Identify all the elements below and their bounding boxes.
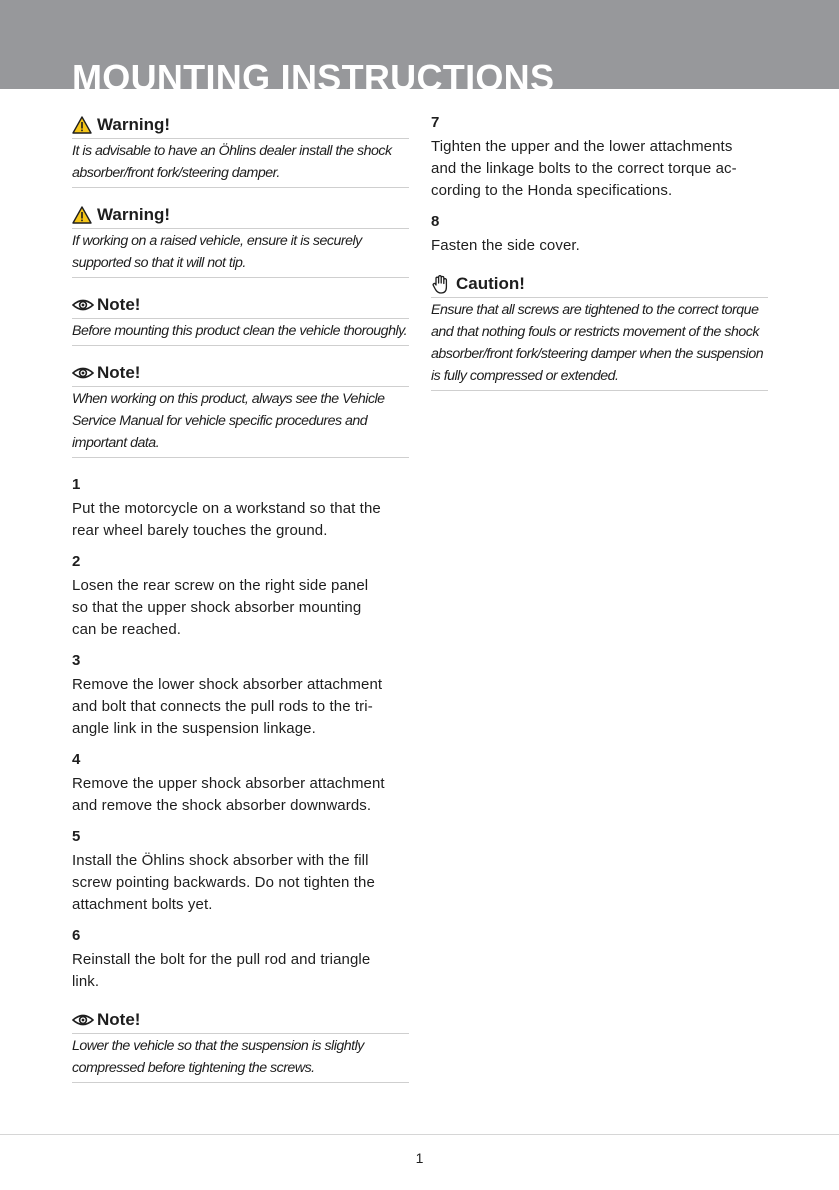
step-number: 1: [72, 476, 81, 493]
step-text: [72, 674, 409, 740]
callout-line: is fully compressed or extended.: [431, 368, 619, 384]
right-column: [431, 112, 768, 405]
callout-title: Warning!: [97, 205, 171, 224]
eye-icon: [72, 296, 94, 314]
note-callout: [72, 1007, 409, 1083]
step-1: [72, 474, 409, 542]
warning-callout: [72, 202, 409, 278]
callout-line: absorber/front fork/steering damper.: [72, 165, 280, 181]
step-5: [72, 826, 409, 916]
callout-line: Lower the vehicle so that the suspension is slightly: [72, 1038, 364, 1054]
callout-line: Ensure that all screws are tightened to the correct torque: [431, 302, 759, 318]
callout-line: Service Manual for vehicle specific procedures and: [72, 413, 368, 429]
step-text: [431, 235, 768, 257]
step-line: link.: [72, 973, 100, 990]
callout-body: [72, 139, 409, 188]
step-text: [431, 136, 768, 202]
step-4: [72, 749, 409, 817]
callout-line: If working on a raised vehicle, ensure it is securely: [72, 233, 362, 249]
step-7: [431, 112, 768, 202]
step-number: 7: [431, 114, 440, 131]
callout-line: compressed before tightening the screws.: [72, 1060, 315, 1076]
step-number: 5: [72, 828, 81, 845]
page-number: 1: [415, 1150, 424, 1166]
note-callout: [72, 292, 409, 346]
callout-line: absorber/front fork/steering damper when the suspension: [431, 346, 764, 362]
step-line: Install the Öhlins shock absorber with the fill: [72, 852, 369, 869]
callout-line: It is advisable to have an Öhlins dealer install the shock: [72, 143, 392, 159]
callout-title: Warning!: [97, 115, 171, 134]
step-line: angle link in the suspension linkage.: [72, 720, 316, 737]
hand-icon: [431, 275, 453, 293]
step-number: 4: [72, 751, 81, 768]
step-line: can be reached.: [72, 621, 182, 638]
eye-icon: [72, 1011, 94, 1029]
footer-divider: [0, 1134, 839, 1135]
step-text: [72, 575, 409, 641]
warning-triangle-icon: [72, 116, 94, 134]
step-text: [72, 773, 409, 817]
step-text: [72, 949, 409, 993]
step-line: Tighten the upper and the lower attachments: [431, 138, 733, 155]
step-number: 6: [72, 927, 81, 944]
callout-title: Note!: [97, 295, 141, 314]
header-band: [0, 0, 839, 89]
callout-line: and that nothing fouls or restricts movement of the shock: [431, 324, 759, 340]
step-line: and remove the shock absorber downwards.: [72, 797, 372, 814]
page-title: MOUNTING INSTRUCTIONS: [72, 57, 555, 89]
callout-line: When working on this product, always see the Vehicle: [72, 391, 385, 407]
callout-line: important data.: [72, 435, 160, 451]
callout-body: [72, 1034, 409, 1083]
step-line: and bolt that connects the pull rods to the tri-: [72, 698, 373, 715]
callout-body: [72, 229, 409, 278]
step-number: 2: [72, 553, 81, 570]
step-line: Remove the upper shock absorber attachment: [72, 775, 385, 792]
step-number: 3: [72, 652, 81, 669]
callout-title: Caution!: [456, 274, 525, 293]
step-text: [72, 850, 409, 916]
step-line: attachment bolts yet.: [72, 896, 213, 913]
step-line: screw pointing backwards. Do not tighten the: [72, 874, 375, 891]
step-line: Fasten the side cover.: [431, 237, 580, 254]
step-6: [72, 925, 409, 993]
callout-body: [431, 298, 768, 391]
callout-line: supported so that it will not tip.: [72, 255, 246, 271]
step-2: [72, 551, 409, 641]
callout-body: [72, 387, 409, 458]
step-3: [72, 650, 409, 740]
caution-callout: [431, 271, 768, 391]
step-number: 8: [431, 213, 440, 230]
step-line: Remove the lower shock absorber attachment: [72, 676, 383, 693]
step-text: [72, 498, 409, 542]
step-line: rear wheel barely touches the ground.: [72, 522, 328, 539]
step-line: Put the motorcycle on a workstand so that the: [72, 500, 381, 517]
step-line: so that the upper shock absorber mounting: [72, 599, 362, 616]
callout-title: Note!: [97, 363, 141, 382]
step-line: cording to the Honda specifications.: [431, 182, 673, 199]
eye-icon: [72, 364, 94, 382]
note-callout: [72, 360, 409, 458]
callout-body: [72, 319, 409, 346]
warning-callout: [72, 112, 409, 188]
warning-triangle-icon: [72, 206, 94, 224]
callout-line: Before mounting this product clean the vehicle thoroughly.: [72, 323, 408, 339]
step-8: [431, 211, 768, 257]
callout-title: Note!: [97, 1010, 141, 1029]
step-line: Losen the rear screw on the right side panel: [72, 577, 369, 594]
step-line: Reinstall the bolt for the pull rod and triangle: [72, 951, 371, 968]
left-column: [72, 112, 409, 1097]
step-line: and the linkage bolts to the correct torque ac-: [431, 160, 737, 177]
